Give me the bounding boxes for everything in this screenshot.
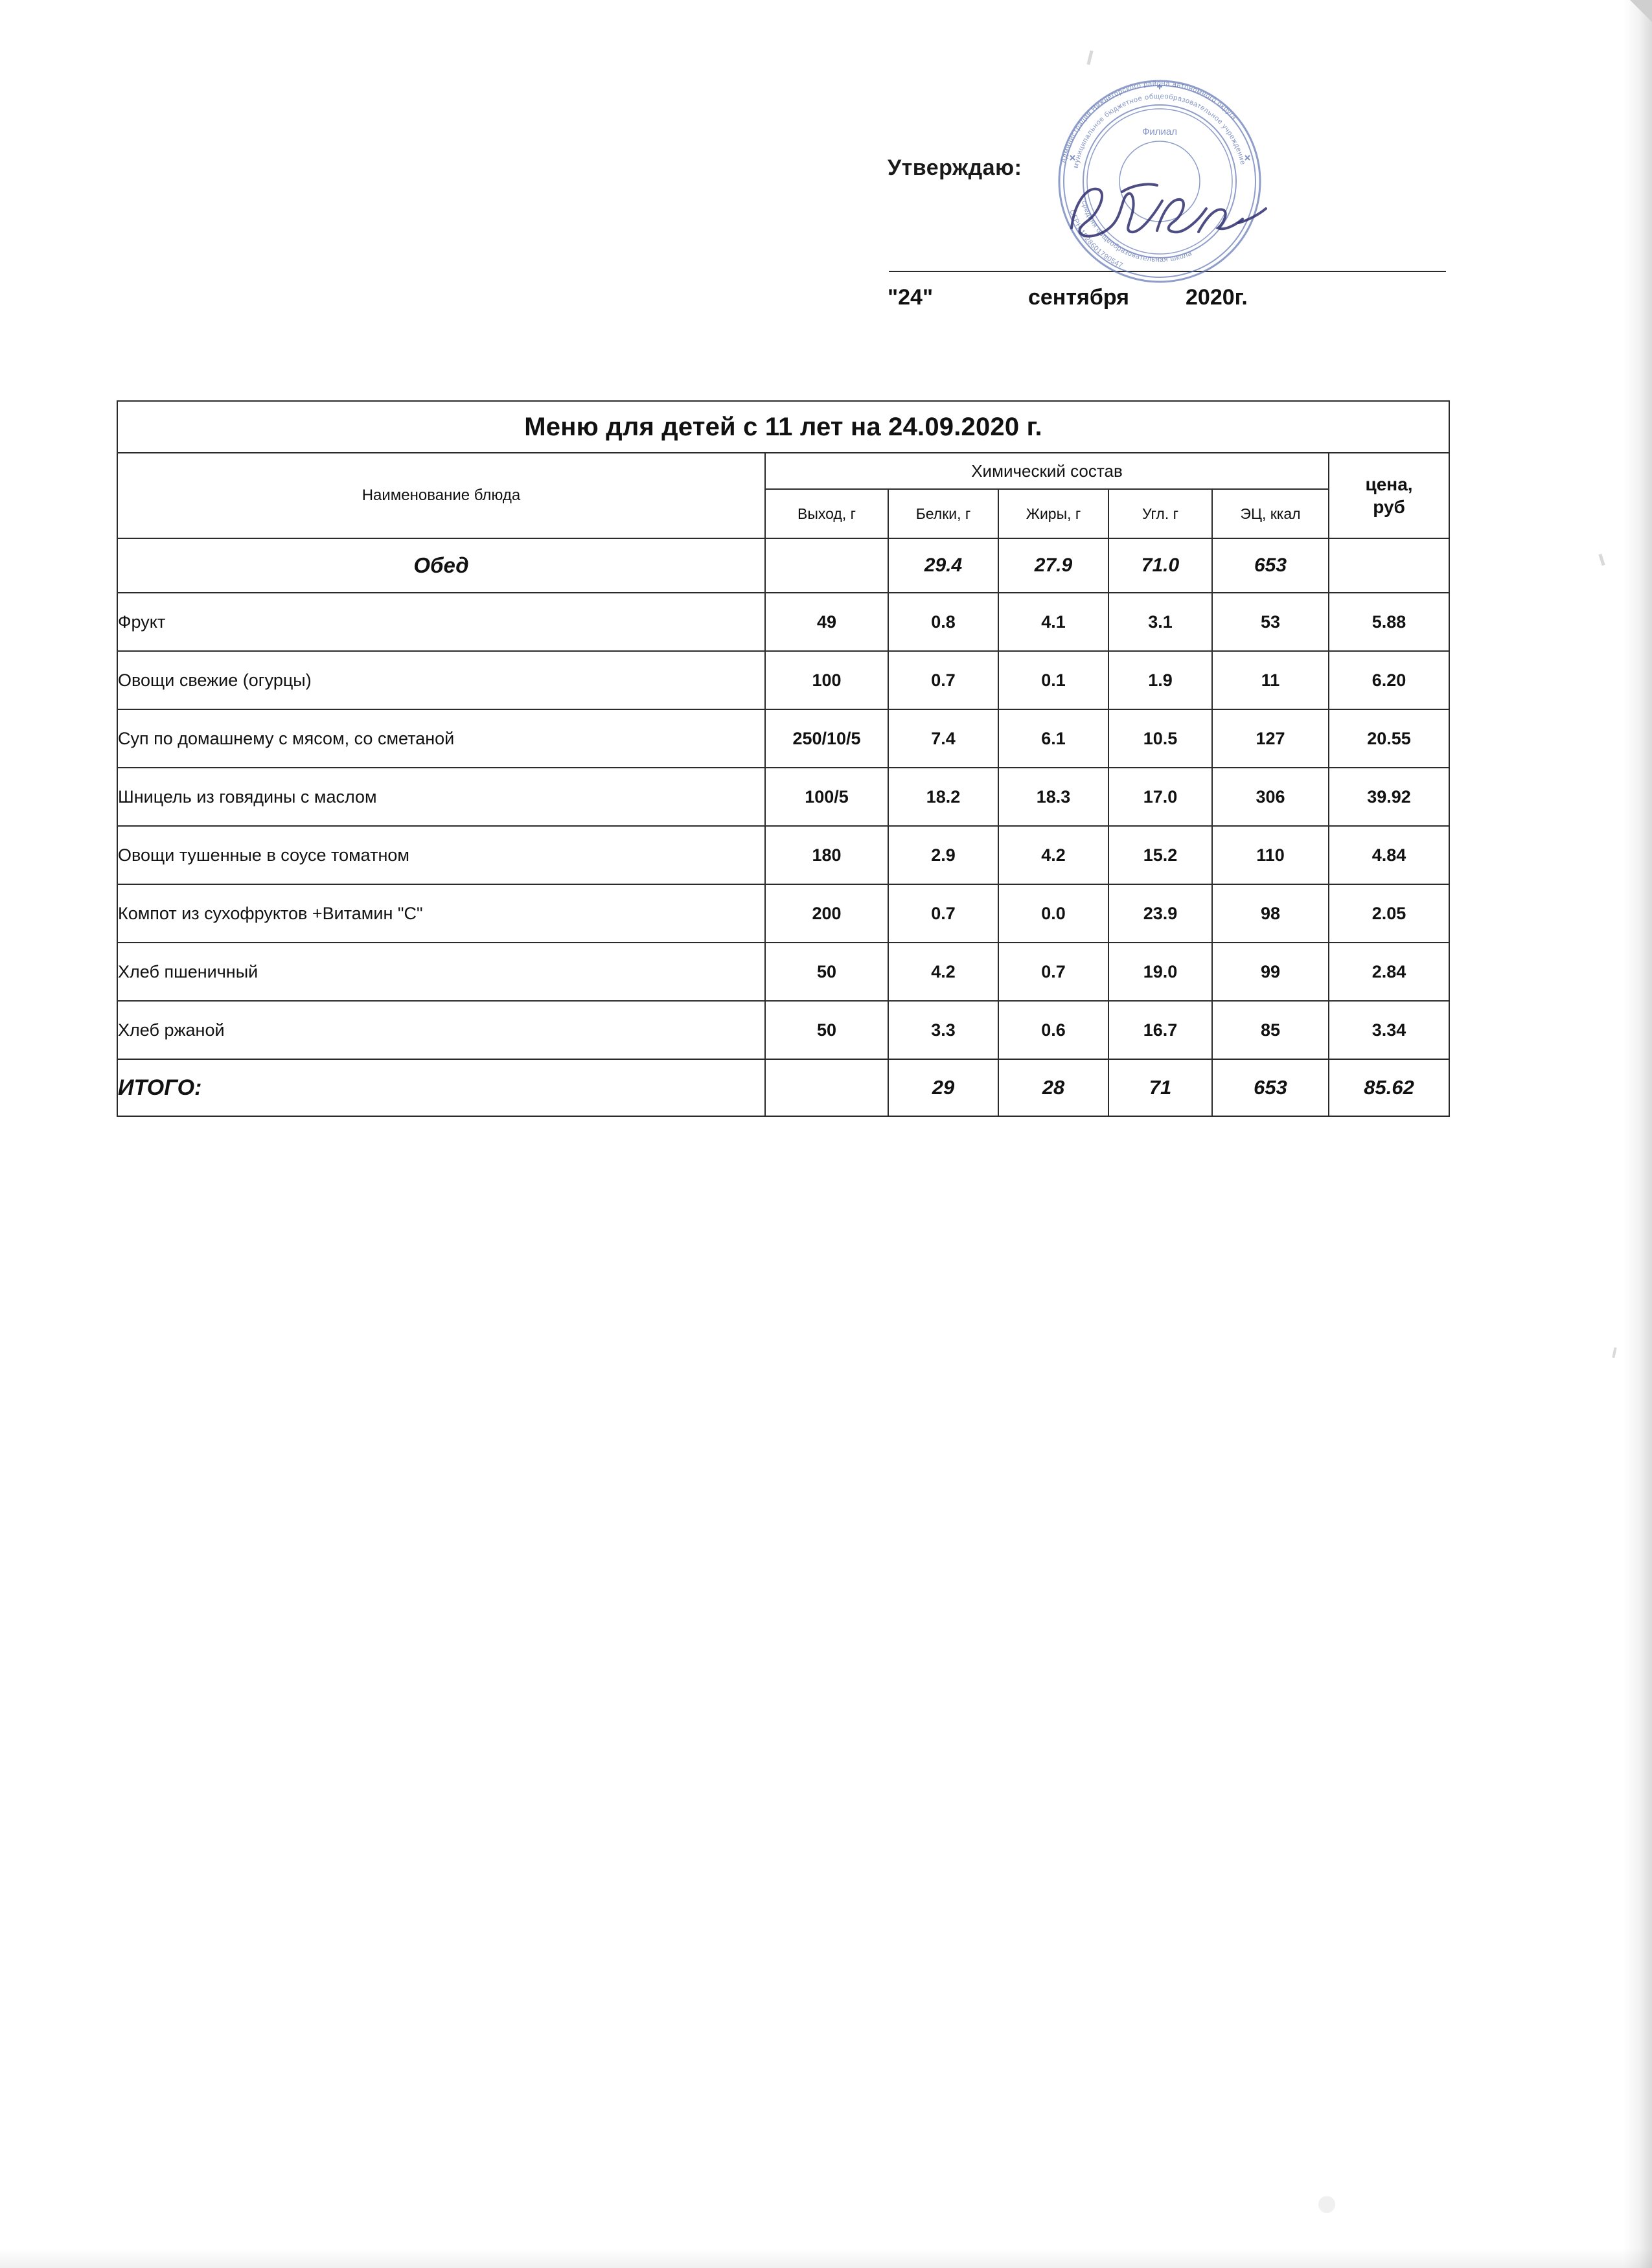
header-chemical-composition: Химический состав xyxy=(765,453,1329,489)
dish-output: 100 xyxy=(765,651,888,709)
total-fat: 28 xyxy=(998,1059,1108,1116)
dish-protein: 0.7 xyxy=(888,651,998,709)
dish-fat: 0.0 xyxy=(998,884,1108,943)
dish-carbohydrates: 19.0 xyxy=(1108,943,1212,1001)
menu-title-row xyxy=(117,401,1449,453)
section-name: Обед xyxy=(117,538,765,593)
section-price xyxy=(1329,538,1449,593)
dish-fat: 0.6 xyxy=(998,1001,1108,1059)
scan-shadow-right xyxy=(1623,0,1652,2268)
menu-title: Меню для детей с 11 лет на 24.09.2020 г. xyxy=(117,401,1449,453)
dish-fat: 6.1 xyxy=(998,709,1108,768)
dish-price: 6.20 xyxy=(1329,651,1449,709)
dish-fat: 4.2 xyxy=(998,826,1108,884)
dish-price: 2.05 xyxy=(1329,884,1449,943)
dish-name: Хлеб пшеничный xyxy=(117,943,765,1001)
total-label: ИТОГО: xyxy=(117,1059,765,1116)
total-price: 85.62 xyxy=(1329,1059,1449,1116)
dish-carbohydrates: 10.5 xyxy=(1108,709,1212,768)
table-row xyxy=(117,1001,1449,1059)
dish-output: 180 xyxy=(765,826,888,884)
table-header-row-1 xyxy=(117,453,1449,489)
svg-text:муниципальное бюджетное общеоб: муниципальное бюджетное общеобразовательное учреждение xyxy=(1072,92,1247,169)
dish-name: Овощи свежие (огурцы) xyxy=(117,651,765,709)
dish-price: 20.55 xyxy=(1329,709,1449,768)
approval-day: "24" xyxy=(888,285,934,310)
section-fat: 27.9 xyxy=(998,538,1108,593)
dish-output: 250/10/5 xyxy=(765,709,888,768)
dish-protein: 3.3 xyxy=(888,1001,998,1059)
section-protein: 29.4 xyxy=(888,538,998,593)
dish-energy: 306 xyxy=(1212,768,1329,826)
header-energy: ЭЦ, ккал xyxy=(1212,489,1329,538)
header-output: Выход, г xyxy=(765,489,888,538)
scan-speck xyxy=(1612,1347,1616,1358)
section-carbohydrates: 71.0 xyxy=(1108,538,1212,593)
table-row xyxy=(117,826,1449,884)
dish-protein: 18.2 xyxy=(888,768,998,826)
total-row xyxy=(117,1059,1449,1116)
header-fat: Жиры, г xyxy=(998,489,1108,538)
dish-name: Хлеб ржаной xyxy=(117,1001,765,1059)
dish-energy: 85 xyxy=(1212,1001,1329,1059)
table-row xyxy=(117,709,1449,768)
dish-carbohydrates: 1.9 xyxy=(1108,651,1212,709)
dish-energy: 53 xyxy=(1212,593,1329,651)
header-price-line1: цена, xyxy=(1365,474,1413,494)
dish-output: 49 xyxy=(765,593,888,651)
section-energy: 653 xyxy=(1212,538,1329,593)
dish-carbohydrates: 3.1 xyxy=(1108,593,1212,651)
dish-fat: 0.1 xyxy=(998,651,1108,709)
header-carbohydrates: Угл. г xyxy=(1108,489,1212,538)
dish-carbohydrates: 23.9 xyxy=(1108,884,1212,943)
dish-price: 5.88 xyxy=(1329,593,1449,651)
total-carbohydrates: 71 xyxy=(1108,1059,1212,1116)
dish-output: 100/5 xyxy=(765,768,888,826)
dish-price: 2.84 xyxy=(1329,943,1449,1001)
dish-fat: 0.7 xyxy=(998,943,1108,1001)
header-price xyxy=(1329,453,1449,538)
meal-section-row xyxy=(117,538,1449,593)
total-energy: 653 xyxy=(1212,1059,1329,1116)
approval-signature-rule xyxy=(889,271,1446,272)
official-round-stamp xyxy=(1037,58,1283,304)
dish-protein: 4.2 xyxy=(888,943,998,1001)
dish-price: 3.34 xyxy=(1329,1001,1449,1059)
total-output xyxy=(765,1059,888,1116)
handwritten-signature xyxy=(1060,175,1274,253)
dish-protein: 0.8 xyxy=(888,593,998,651)
dish-name: Овощи тушенные в соусе томатном xyxy=(117,826,765,884)
scan-shadow-bottom xyxy=(0,2249,1652,2268)
scan-speck xyxy=(1598,554,1605,566)
scan-corner-fold xyxy=(1630,0,1652,22)
dish-energy: 127 xyxy=(1212,709,1329,768)
dish-price: 39.92 xyxy=(1329,768,1449,826)
approval-year: 2020г. xyxy=(1186,285,1248,310)
table-row xyxy=(117,593,1449,651)
svg-text:средняя общеобразовательная шк: средняя общеобразовательная школа xyxy=(1079,200,1193,264)
scan-speck xyxy=(1318,2196,1335,2213)
dish-output: 200 xyxy=(765,884,888,943)
dish-protein: 7.4 xyxy=(888,709,998,768)
table-row xyxy=(117,943,1449,1001)
dish-name: Шницель из говядины с маслом xyxy=(117,768,765,826)
dish-price: 4.84 xyxy=(1329,826,1449,884)
dish-carbohydrates: 16.7 xyxy=(1108,1001,1212,1059)
header-price-line2: руб xyxy=(1373,497,1405,517)
svg-text:Филиал: Филиал xyxy=(1141,126,1178,137)
menu-table-container xyxy=(117,400,1449,1117)
dish-energy: 110 xyxy=(1212,826,1329,884)
dish-output: 50 xyxy=(765,943,888,1001)
table-row xyxy=(117,884,1449,943)
dish-name: Суп по домашнему с мясом, со сметаной xyxy=(117,709,765,768)
header-protein: Белки, г xyxy=(888,489,998,538)
svg-text:ОГРН 1028601790547: ОГРН 1028601790547 xyxy=(1068,209,1125,270)
approval-label: Утверждаю: xyxy=(888,155,1022,180)
table-row xyxy=(117,651,1449,709)
header-dish-name: Наименование блюда xyxy=(117,453,765,538)
dish-energy: 98 xyxy=(1212,884,1329,943)
dish-output: 50 xyxy=(765,1001,888,1059)
approval-date-row xyxy=(888,285,1471,310)
dish-name: Компот из сухофруктов +Витамин "С" xyxy=(117,884,765,943)
svg-text:Администрация Нижнегорского ра: Администрация Нижнегорского района автономного округа xyxy=(1059,79,1238,164)
menu-table xyxy=(117,400,1450,1117)
dish-fat: 4.1 xyxy=(998,593,1108,651)
dish-name: Фрукт xyxy=(117,593,765,651)
dish-carbohydrates: 15.2 xyxy=(1108,826,1212,884)
dish-energy: 99 xyxy=(1212,943,1329,1001)
dish-protein: 0.7 xyxy=(888,884,998,943)
table-row xyxy=(117,768,1449,826)
dish-fat: 18.3 xyxy=(998,768,1108,826)
dish-protein: 2.9 xyxy=(888,826,998,884)
total-protein: 29 xyxy=(888,1059,998,1116)
approval-month: сентября xyxy=(1027,285,1129,310)
dish-energy: 11 xyxy=(1212,651,1329,709)
scan-speck xyxy=(1086,51,1093,65)
dish-carbohydrates: 17.0 xyxy=(1108,768,1212,826)
section-output xyxy=(765,538,888,593)
